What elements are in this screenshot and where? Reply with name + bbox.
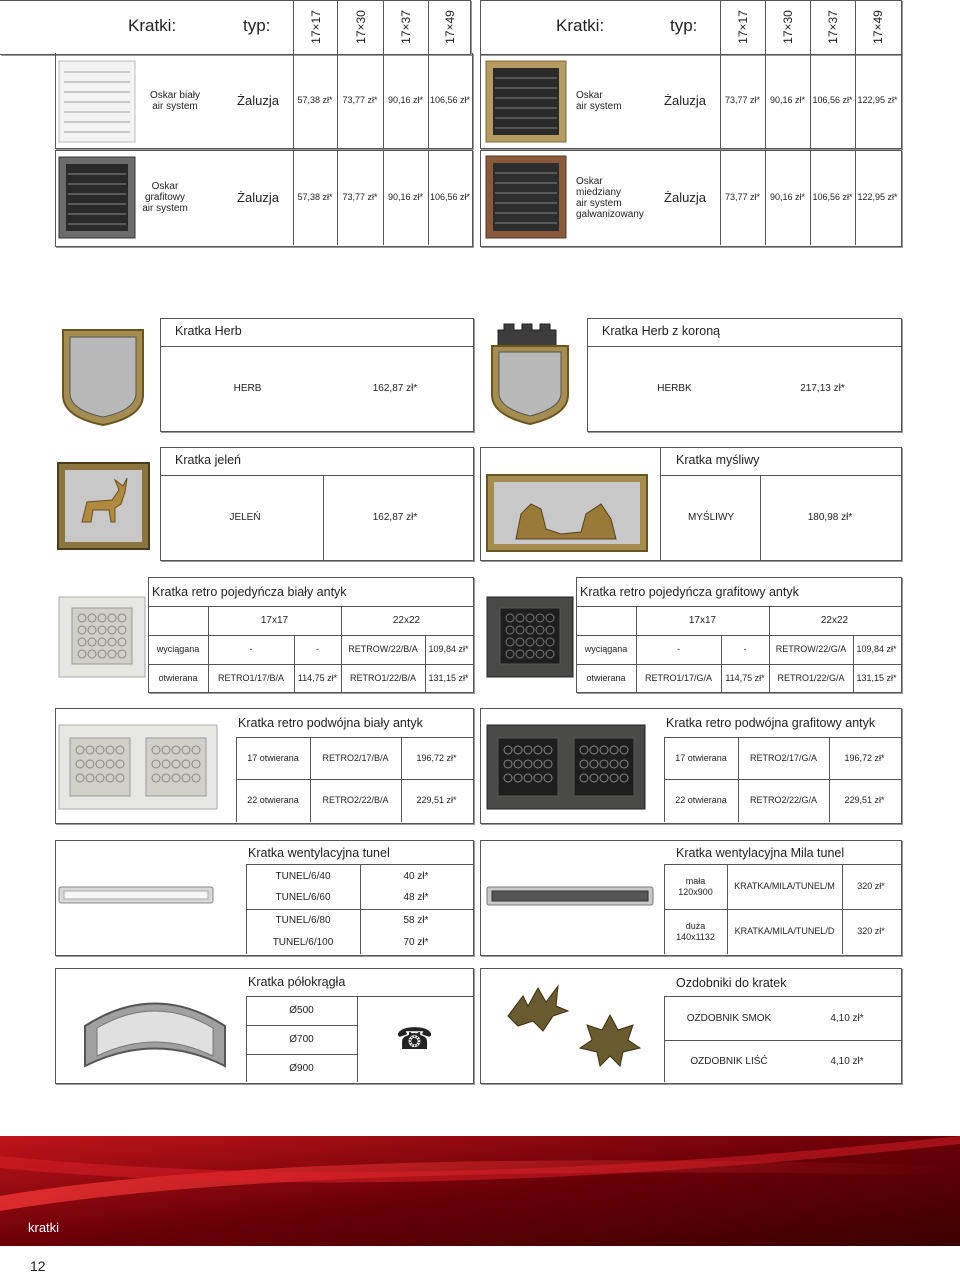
polokragla-grille-image [75,986,235,1076]
jelen-title: Kratka jeleń [175,453,242,467]
oskar-graphite-grille-image [58,156,136,239]
jelen-code: JELEŃ [229,512,261,523]
oskar-price: 106,56 zł* [812,192,853,202]
herb-grille-image [58,325,148,428]
header-size: 17×49 [442,9,457,44]
tunel-code: TUNEL/6/100 [272,936,334,948]
mila-code: KRATKA/MILA/TUNEL/D [734,926,835,936]
retro-single-title: Kratka retro pojedyńcza grafitowy antyk [580,585,799,599]
jelen-grille-image [57,462,150,550]
retro-white-grille-image [58,596,146,678]
oskar-type: Żaluzja [664,190,706,205]
retro-cell: 131,15 zł* [428,672,469,683]
ozdobnik-price: 4,10 zł* [830,1012,864,1024]
tunel-code: TUNEL/6/80 [275,915,331,926]
ozdobnik-price: 4,10 zł* [830,1055,864,1067]
polokragla-title: Kratka półokrągła [248,975,346,989]
mila-price: 320 zł* [857,881,885,891]
herb-code: HERB [233,383,262,394]
retro-cell: 114,75 zł* [297,672,338,683]
retro-double-cell: 196,72 zł* [844,752,885,763]
polokragla-size: Ø700 [289,1034,314,1045]
ozdobnik-code: OZDOBNIK SMOK [686,1012,772,1024]
ozdobnik-leaf-image [578,1010,642,1070]
header-left-kratki: Kratki: [128,16,177,35]
footer-section-label: kratki [28,1220,60,1235]
header-left-typ: typ: [243,16,271,35]
retro-double-cell: 229,51 zł* [416,795,457,805]
retro-cell: otwierana [586,672,626,683]
herbk-price: 217,13 zł* [800,383,845,394]
mysliwy-code: MYŚLIWY [687,512,735,523]
oskar-price: 106,56 zł* [812,95,853,105]
retro-cell: RETRO1/22/G/A [777,672,845,683]
polokragla-size: Ø900 [289,1063,314,1074]
retro-double-title: Kratka retro podwójna grafitowy antyk [666,716,876,730]
retro-col-header: 22x22 [392,615,421,626]
oskar-price: 90,16 zł* [769,95,806,105]
oskar-copper-grille-image [485,155,567,239]
ozdobnik-dragon-image [498,976,580,1036]
retro-cell: - [249,644,253,654]
header-size: 17×30 [353,9,368,44]
mysliwy-price: 180,98 zł* [807,512,853,523]
oskar-price: 90,16 zł* [769,192,806,202]
mila-grille-image [486,886,654,906]
oskar-type: Żaluzja [237,93,279,108]
retro-cell: RETRO1/22/B/A [349,672,417,683]
retro-cell: RETROW/22/G/A [775,644,847,654]
retro-cell: RETRO1/17/G/A [644,672,713,683]
header-size: 17×49 [870,9,885,44]
retro-double-cell: 196,72 zł* [416,752,457,763]
retro-cell: - [743,644,747,654]
oskar-price: 73,77 zł* [342,192,378,202]
retro-double-cell: RETRO2/22/B/A [322,795,389,805]
retro-cell: 109,84 zł* [428,644,469,654]
herb-title: Kratka Herb [175,324,242,338]
oskar-type: Żaluzja [664,93,706,108]
retro-single-title: Kratka retro pojedyńcza biały antyk [152,585,347,599]
retro-double-title: Kratka retro podwójna biały antyk [238,716,423,730]
header-size: 17×30 [780,9,795,44]
oskar-price: 90,16 zł* [387,95,424,105]
mila-code: KRATKA/MILA/TUNEL/M [734,881,835,891]
mysliwy-grille-image [486,474,648,552]
tunel-grille-image [58,886,214,904]
retro-cell: 131,15 zł* [856,672,897,683]
oskar-price: 106,56 zł* [429,95,471,105]
ozdobniki-title: Ozdobniki do kratek [676,976,787,990]
retro-cell: - [677,644,680,654]
header-right-typ: typ: [670,16,698,35]
oskar-price: 122,95 zł* [857,95,898,105]
mysliwy-title: Kratka myśliwy [676,453,760,467]
retro-double-cell: RETRO2/17/G/A [749,752,818,763]
oskar-price: 122,95 zł* [857,192,898,202]
tunel-code: TUNEL/6/40 [275,871,331,882]
retro-col-header: 22x22 [820,615,849,626]
tunel-price: 70 zł* [403,936,429,948]
herb-price: 162,87 zł* [372,383,418,394]
retro-double-cell: RETRO2/17/B/A [322,752,389,763]
retro-double-cell: 229,51 zł* [844,795,885,805]
header-size: 17×17 [735,9,750,44]
mila-price: 320 zł* [857,926,885,936]
jelen-price: 162,87 zł* [372,512,418,523]
retro-cell: RETRO1/17/B/A [217,672,285,683]
tunel-title: Kratka wentylacyjna tunel [248,846,390,860]
tunel-price: 58 zł* [403,915,429,926]
retro-col-header: 17x17 [260,615,289,626]
mila-title: Kratka wentylacyjna Mila tunel [676,846,845,860]
footer-banner [0,1136,960,1246]
oskar-name: Oskar biały air system [149,89,200,112]
retro-cell: 109,84 zł* [856,644,897,654]
retro-double-cell: RETRO2/22/G/A [749,795,818,805]
oskar-price: 73,77 zł* [724,95,761,105]
header-right-kratki: Kratki: [556,16,605,35]
header-size: 17×17 [308,9,323,44]
retro-double-cell: 22 otwierana [247,795,299,805]
herbk-code: HERBK [657,383,692,394]
retro-cell: - [316,644,319,654]
tunel-price: 48 zł* [403,892,429,903]
oskar-name: Oskar miedziany air system galwanizowany [576,175,644,220]
oskar-price: 106,56 zł* [429,192,471,202]
retro-cell: wyciągana [584,644,628,654]
mila-size: duża 140x1132 [676,920,715,942]
phone-icon: ☎ [395,1022,434,1056]
retro-double-white-grille-image [58,724,218,810]
header-size: 17×37 [825,9,840,44]
oskar-black-grille-image [485,60,567,143]
herbk-title: Kratka Herb z koroną [602,324,721,338]
retro-double-cell: 17 otwierana [675,752,727,763]
retro-cell: wyciągana [156,644,200,654]
retro-graphite-grille-image [486,596,574,678]
oskar-name: Oskar air system [576,89,622,112]
retro-cell: otwierana [158,672,198,683]
retro-cell: RETROW/22/B/A [348,644,418,654]
oskar-price: 73,77 zł* [724,192,761,202]
oskar-type: Żaluzja [237,190,279,205]
polokragla-size: Ø500 [289,1005,314,1016]
retro-cell: 114,75 zł* [725,672,765,683]
tunel-code: TUNEL/6/60 [275,892,331,903]
ozdobnik-code: OZDOBNIK LIŚĆ [690,1055,768,1067]
mila-size: mała 120x900 [678,875,713,897]
oskar-price: 57,38 zł* [297,95,333,105]
oskar-price: 73,77 zł* [342,95,378,105]
page-number: 12 [30,1258,46,1274]
retro-double-cell: 22 otwierana [675,795,727,805]
header-size: 17×37 [398,9,413,44]
oskar-name: Oskar grafitowy air system [142,181,188,214]
herbk-grille-image [486,320,574,428]
oskar-price: 90,16 zł* [387,192,424,202]
retro-double-graphite-grille-image [486,724,646,810]
tunel-price: 40 zł* [403,871,429,882]
oskar-price: 57,38 zł* [297,192,333,202]
retro-double-cell: 17 otwierana [247,752,299,763]
oskar-white-grille-image [58,60,136,143]
retro-col-header: 17x17 [688,615,717,626]
